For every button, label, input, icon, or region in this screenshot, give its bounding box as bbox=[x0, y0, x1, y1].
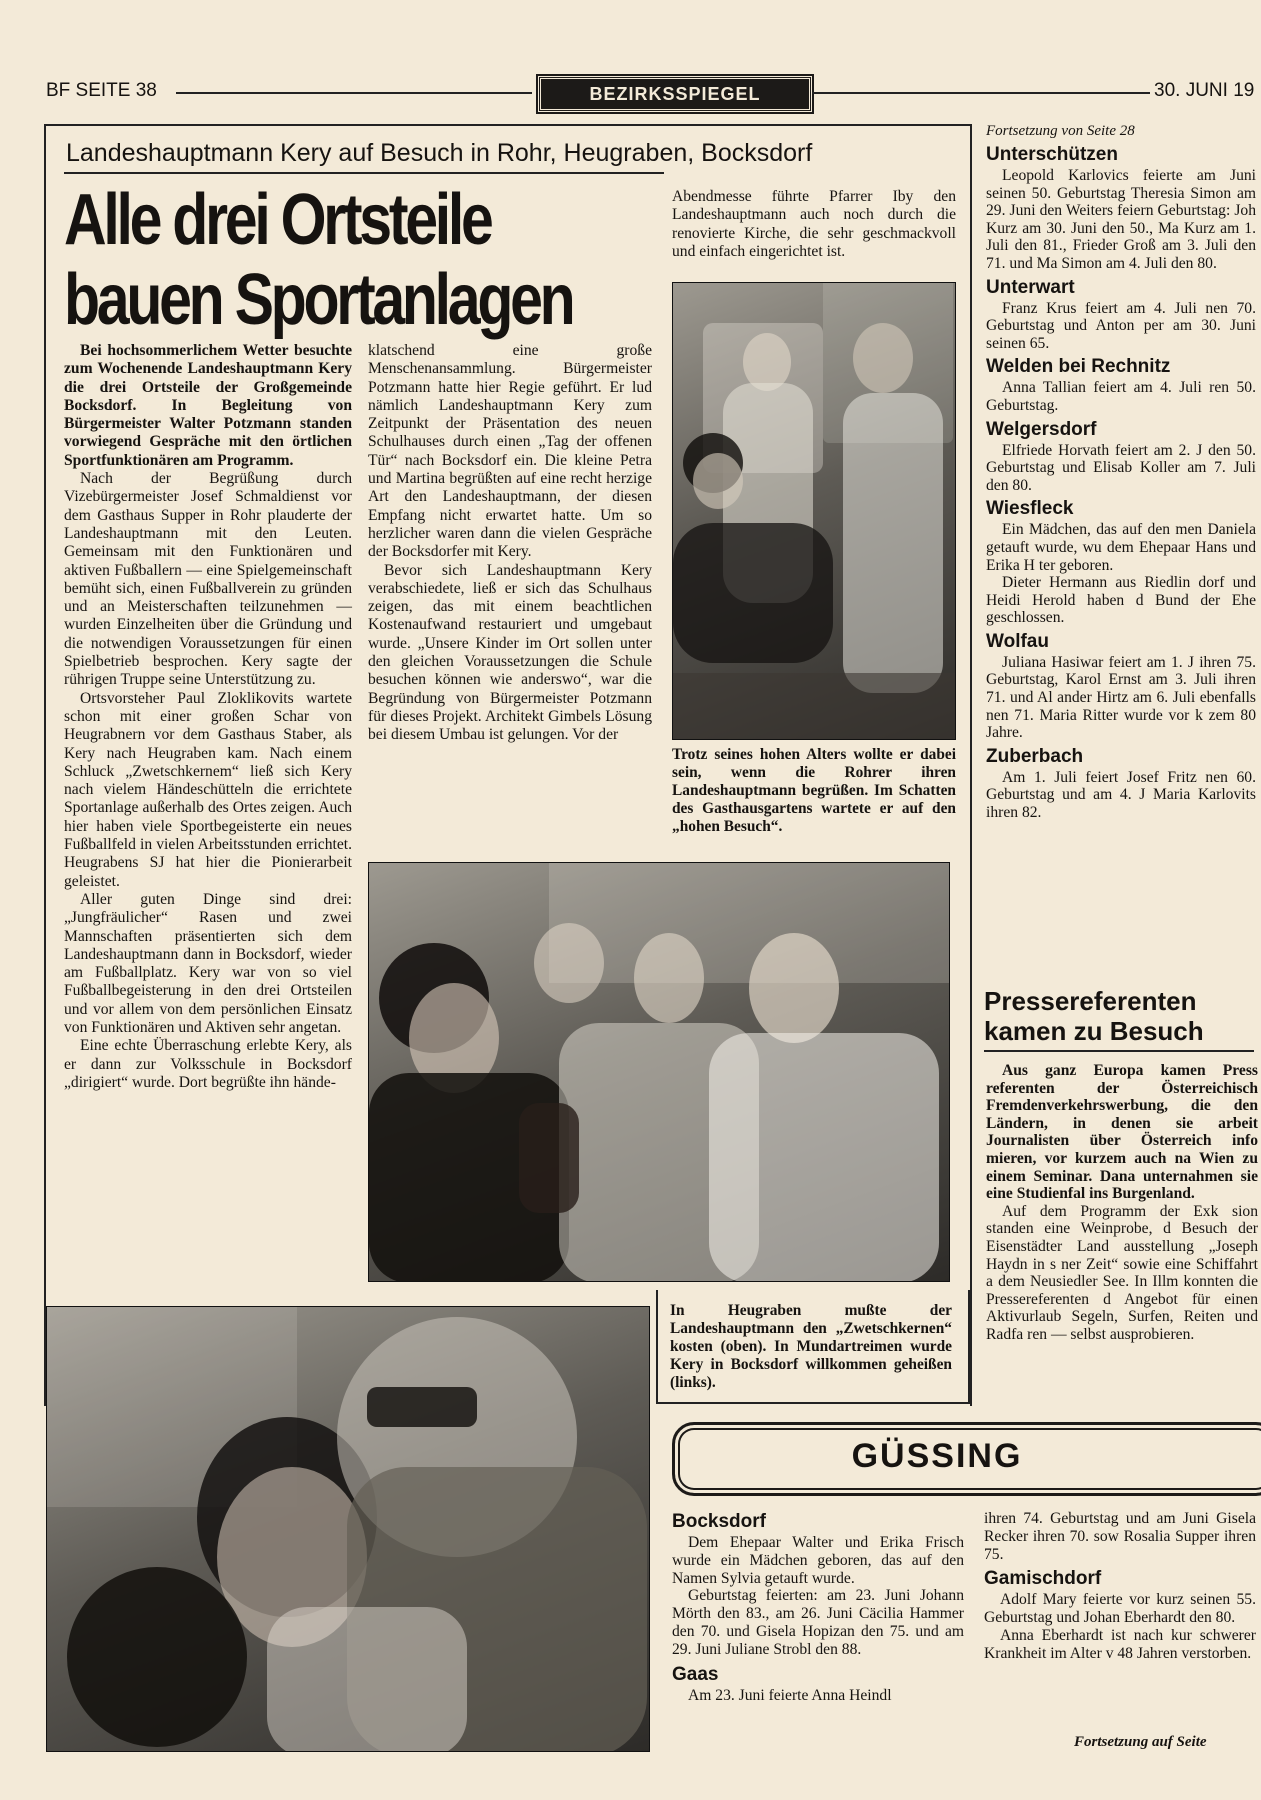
caption-photo-bottom: In Heugraben mußte der Landeshauptmann den „Zwetschkernen“ kosten (oben). In Mundartreimen wurde Kery in Bocksdorf willkommen geheißen (links). bbox=[670, 1302, 952, 1391]
town-text: Dieter Hermann aus Riedlin dorf und Heidi Herold haben d Bund der Ehe geschlossen. bbox=[986, 574, 1256, 627]
headline-line-1: Alle drei Ortsteile bbox=[64, 180, 491, 260]
town-text: Ein Mädchen, das auf den men Daniela getauft wurde, wu dem Ehepaar Hans und Erika H ter geboren. bbox=[986, 521, 1256, 574]
section-label bbox=[538, 76, 812, 112]
town-entry bbox=[986, 276, 1256, 353]
guessing-title: GÜSSING bbox=[851, 1437, 1023, 1475]
town-heading: Gaas bbox=[672, 1663, 719, 1685]
article-column-3 bbox=[672, 188, 956, 261]
article-paragraph: Bevor sich Landeshauptmann Kery verabschiedete, ließ er sich das Schulhaus zeigen, das mit einem beachtlichen Kostenaufwand restauriert und umgebaut wurde. „Unsere Kinder im Ort sollen unter den gleichen Voraussetzungen die Schule besuchen können wie anderswo“, war die Begründung von Bürgermeister Potzmann für dieses Projekt. Architekt Gimbels Lösung bei diesem Umbau ist gelungen. Vor der bbox=[368, 561, 652, 744]
town-entry bbox=[986, 630, 1256, 742]
headline-line-2: bauen Sportanlagen bbox=[64, 260, 573, 340]
article-paragraph: Ortsvorsteher Paul Zloklikovits wartete schon mit einer großen Schar von Heugrabnern vor dem Gasthaus Staber, als Kery nach Heugraben kam. Nach einem Schluck „Zwetschkernem“ ließ sich Kery nach vielem Händeschütteln die errichtete Sportanlage außerhalb des Ortes zeigen. Auch hier haben viele Sportbegeisterte ein neues Fußballfeld in vielen Arbeitsstunden errichtet. Heugrabens SJ hat hier die Pionierarbeit geleistet. bbox=[64, 689, 352, 890]
article-paragraph: Abendmesse führte Pfarrer Iby den Landeshauptmann auch noch durch die renovierte Kirche, die sehr geschmackvoll und einfach eingerichtet ist. bbox=[672, 188, 956, 260]
town-text: Franz Krus feiert am 4. Juli nen 70. Geburtstag und Anton per am 30. Juni seinen 65. bbox=[986, 299, 1256, 352]
article-column-1 bbox=[64, 342, 352, 1092]
town-entry bbox=[986, 745, 1256, 822]
article-lead: Bei hochsommerlichem Wetter besuchte zum Wochenende Landeshauptmann Kery die drei Ortsteile der Großgemeinde Bocksdorf. In Begleitung von Bürgermeister Walter Potzmann standen vorwiegend Gespräche mit den örtlichen Sportfunktionären am Programm. bbox=[64, 342, 352, 469]
article-paragraph: klatschend eine große Menschenansammlung. Bürgermeister Potzmann hatte hier Regie geführt. Er lud nämlich Landeshauptmann Kery zum Zeitpunkt der Präsentation des neuen Schulhauses durch einen „Tag der offenen Tür“ nach Bocksdorf ein. Die kleine Petra und Martina begrüßten auf eine recht herzige Art den Landeshauptmann, der diesen Empfang nicht erwartet hatte. Um so herzlicher waren dann die vielen Gespräche der Bocksdorfer mit Kery. bbox=[368, 342, 652, 561]
continued-on-page: Fortsetzung auf Seite bbox=[1074, 1734, 1207, 1750]
caption-frame bbox=[656, 1290, 970, 1404]
town-text: Juliana Hasiwar feiert am 1. J ihren 75. Geburtstag, Karol Ernst am 3. Juli ihren 71. und Al ander Hirtz am 6. Juli ebenfalls nen 71. Maria Ritter wurde vor k zem 80 Jahre. bbox=[986, 653, 1256, 742]
town-heading: Unterwart bbox=[986, 276, 1075, 298]
town-text: ihren 74. Geburtstag und am Juni Gisela Recker ihren 70. sow Rosalia Supper ihren 75. bbox=[984, 1510, 1256, 1563]
town-heading: Wiesfleck bbox=[986, 498, 1074, 520]
town-heading: Zuberbach bbox=[986, 745, 1084, 767]
town-text: Elfriede Horvath feiert am 2. J den 50. Geburtstag und Elisab Koller am 7. Juli den 80. bbox=[986, 441, 1256, 494]
town-heading: Gamischdorf bbox=[984, 1568, 1102, 1590]
right-column-birthdays bbox=[986, 122, 1256, 822]
town-text: Am 1. Juli feiert Josef Fritz nen 60. Geburtstag und am 4. J Maria Karlovits ihren 82. bbox=[986, 768, 1256, 822]
press-article bbox=[986, 1062, 1258, 1344]
continued-note: Fortsetzung von Seite 28 bbox=[986, 123, 1135, 139]
town-entry bbox=[986, 355, 1256, 414]
header-rule-left bbox=[176, 92, 532, 94]
photo-heugraben-zwetschkerner bbox=[368, 862, 950, 1282]
town-entry bbox=[986, 418, 1256, 495]
press-headline-2: kamen zu Besuch bbox=[984, 1016, 1204, 1046]
photo-bocksdorf-children bbox=[46, 1306, 650, 1752]
page-date: 30. JUNI 19 bbox=[1154, 80, 1255, 101]
town-entry bbox=[986, 497, 1256, 627]
press-rule bbox=[984, 1050, 1254, 1052]
article-paragraph: Eine echte Überraschung erlebte Kery, als er dann zur Volksschule in Bocksdorf „dirigiert“ wurde. Dort begrüßte ihn hände- bbox=[64, 1037, 352, 1091]
town-heading: Welden bei Rechnitz bbox=[986, 356, 1171, 378]
photo-old-man-greeting bbox=[672, 282, 956, 740]
article-paragraph: Aller guten Dinge sind drei: „Jungfräulicher“ Rasen und zwei Mannschaften präsentierten sich dem Landeshauptmann dann in Bocksdorf, wieder am Fußballplatz. Kery war von so viel Fußballbegeisterung in den drei Ortsteilen und vor allem von dem persönlichen Einsatz von Funktionären und Aktiven sehr angetan. bbox=[64, 890, 352, 1036]
page-header-left: BF SEITE 38 bbox=[46, 80, 157, 101]
caption-photo-top: Trotz seines hohen Alters wollte er dabei sein, wenn die Rohrer ihren Landeshauptmann begrüßen. Im Schatten des Gasthausgartens wartete er auf den „hohen Besuch“. bbox=[672, 746, 956, 835]
town-text: Am 23. Juni feierte Anna Heindl bbox=[688, 1686, 892, 1704]
town-heading: Wolfau bbox=[986, 630, 1049, 652]
town-heading: Welgersdorf bbox=[986, 418, 1097, 440]
town-heading: Bocksdorf bbox=[672, 1511, 766, 1532]
section-title: BEZIRKSSPIEGEL bbox=[589, 84, 761, 104]
town-entry bbox=[986, 143, 1256, 273]
town-text: Geburtstag feierten: am 23. Juni Johann Mörth den 83., am 26. Juni Cäcilia Hammer den 70. und Gisela Hopizan den 75. und am 29. Juni Juliane Strobl den 88. bbox=[672, 1587, 964, 1658]
article-kicker: Landeshauptmann Kery auf Besuch in Rohr, Heugraben, Bocksdorf bbox=[66, 139, 813, 167]
town-text: Leopold Karlovics feierte am Juni seinen 50. Geburtstag Theresia Simon am 29. Juni den Weiters feiern Geburtstag: Joh Kurz am 30. Juni den 50., Ma Kurz am 1. Juli den 81., Frieder Groß am 3. Juli den 71. und Ma Simon am 4. Juli den 80. bbox=[986, 167, 1256, 272]
press-headline-1: Pressereferenten bbox=[984, 986, 1197, 1016]
kicker-rule bbox=[64, 172, 664, 174]
town-text: Anna Tallian feiert am 4. Juli ren 50. Geburtstag. bbox=[986, 379, 1256, 414]
town-text: Anna Eberhardt ist nach kur schwerer Krankheit im Alter v 48 Jahren verstorben. bbox=[984, 1626, 1256, 1662]
header-rule-right bbox=[812, 92, 1150, 94]
article-paragraph: Nach der Begrüßung durch Vizebürgermeister Josef Schmaldienst vor dem Gasthaus Supper in Rohr plauderte der Landeshauptmann mit den Leuten. Gemeinsam mit den Funktionären und aktiven Fußballern — eine Spielgemeinschaft bemüht sich, einen Fußballverein zu gründen und an Meisterschaften teilzunehmen — wurden Einzelheiten über die Gründung und die notwendigen Voraussetzungen für einen Spielbetrieb besprochen. Kery sagte der rührigen Truppe seine Unterstützung zu. bbox=[64, 470, 352, 689]
town-text: Adolf Mary feierte vor kurz seinen 55. Geburtstag und Johan Eberhardt den 80. bbox=[984, 1591, 1256, 1627]
guessing-left-column bbox=[672, 1506, 964, 1704]
town-text: Dem Ehepaar Walter und Erika Frisch wurde ein Mädchen geboren, das auf den Namen Sylvia getauft wurde. bbox=[672, 1534, 964, 1587]
guessing-right-column bbox=[984, 1510, 1256, 1663]
town-heading: Unterschützen bbox=[986, 144, 1118, 165]
press-body: Auf dem Programm der Exk sion standen eine Weinprobe, d Besuch der Eisenstädter Land ausstellung „Joseph Haydn in s ner Zeit“ sowie eine Schiffahrt a dem Neusiedler See. In Illm konnten die Pressereferenten d Angebot für einen Aktivurlaub Segeln, Surfen, Reiten und Radfa ren — selbst ausprobieren. bbox=[986, 1202, 1258, 1343]
article-column-2 bbox=[368, 342, 652, 745]
press-lead: Aus ganz Europa kamen Press referenten der Österreichisch Fremdenverkehrswerbung, die den Ländern, in denen sie arbeit Journalisten über Österreich info mieren, vor kurzem auch na Wien zu einem Seminar. Dana unternahmen sie eine Studienfal ins Burgenland. bbox=[986, 1062, 1258, 1203]
